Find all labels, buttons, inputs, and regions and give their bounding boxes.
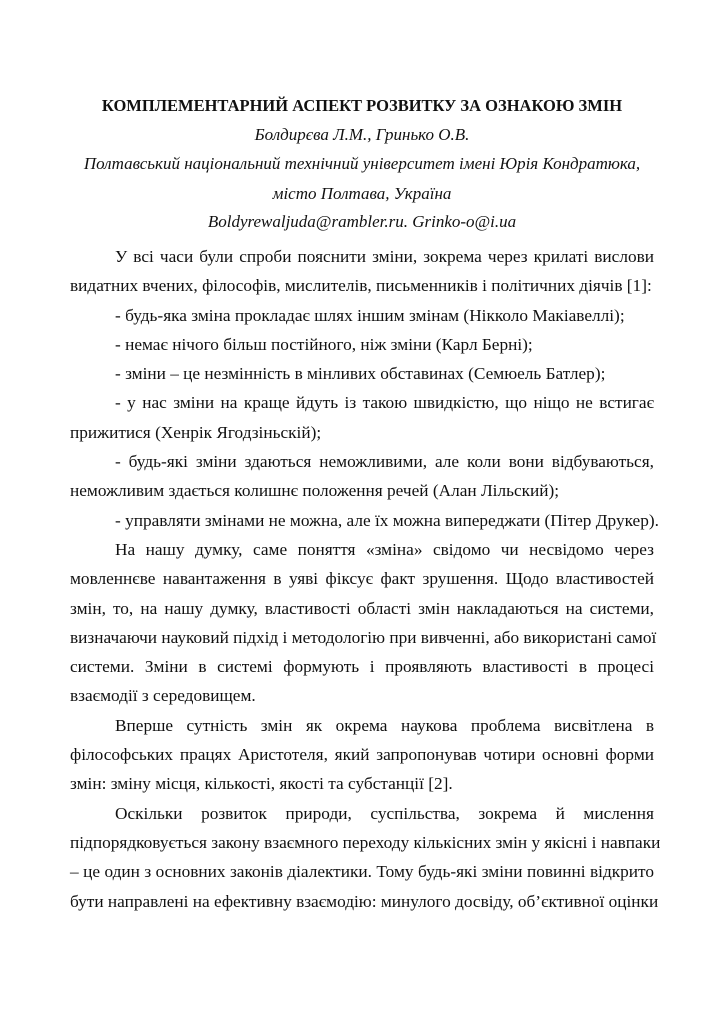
text-line: - зміни – це незмінність в мінливих обставинах (Семюель Батлер); (115, 364, 606, 384)
text-line: змін: зміну місця, кількості, якості та субстанції [2]. (70, 774, 453, 794)
text-line: У всі часи були спроби пояснити зміни, зокрема через крилаті вислови (115, 247, 654, 266)
text-line: бути направлені на ефективну взаємодію: минулого досвіду, об’єктивної оцінки (70, 891, 659, 911)
text-line: визначаючи науковий підхід і методологію при вивченні, або використані самої (70, 627, 657, 647)
paper-title: КОМПЛЕМЕНТАРНИЙ АСПЕКТ РОЗВИТКУ ЗА ОЗНАКОЮ ЗМІН (101, 96, 623, 115)
text-line: Оскільки розвиток природи, суспільства, зокрема й мислення (115, 803, 654, 823)
text-line: підпорядковується закону взаємного переходу кількісних змін у якісні і навпаки (70, 832, 661, 852)
paragraph (70, 247, 654, 306)
authors: Болдирєва Л.М., Гринько О.В. (254, 125, 470, 144)
text-line: – це один з основних законів діалектики. Тому будь-які зміни повинні відкрито (70, 862, 654, 882)
text-line: системи. Зміни в системі формують і проявляють властивості в процесі (70, 657, 654, 677)
paragraph (70, 539, 657, 716)
text-line: прижитися (Хенрік Ягодзіньскій); (70, 422, 322, 442)
text-line: - будь-яка зміна прокладає шлях іншим змінам (Нікколо Макіавеллі); (115, 305, 625, 325)
paragraph (70, 716, 654, 804)
paragraph (70, 452, 654, 511)
text-line: - немає нічого більш постійного, ніж зміни (Карл Берні); (115, 334, 533, 354)
institution: Полтавський національний технічний університет імені Юрія Кондратюка, (83, 154, 641, 173)
text-line: неможливим здається колишнє положення речей (Алан Лільский); (70, 481, 560, 501)
text-line: На нашу думку, саме поняття «зміна» свідомо чи несвідомо через (115, 539, 654, 559)
paragraph (70, 364, 654, 393)
text-line: змін, то, на нашу думку, властивості області змін накладаються на системи, (70, 598, 654, 618)
paragraph (70, 335, 654, 364)
emails: Boldyrewaljuda@rambler.ru. Grinko-o@i.ua (207, 212, 517, 231)
text-line: - будь-які зміни здаються неможливими, але коли вони відбуваються, (115, 452, 654, 472)
city: місто Полтава, Україна (272, 184, 452, 203)
text-line: філософських працях Аристотеля, який запропонував чотири основні форми (70, 745, 654, 765)
paragraph (70, 306, 654, 335)
text-line: видатних вчених, філософів, мислителів, письменників і політичних діячів [1]: (70, 276, 652, 296)
text-line: Вперше сутність змін як окрема наукова проблема висвітлена в (115, 715, 654, 735)
text-line: - у нас зміни на краще йдуть із такою швидкістю, що ніщо не встигає (115, 393, 654, 413)
paragraph (70, 393, 654, 452)
text-line: взаємодії з середовищем. (70, 686, 256, 706)
text-line: - управляти змінами не можна, але їх можна випереджати (Пітер Друкер). (115, 510, 659, 530)
paragraph (70, 803, 661, 921)
text-line: мовленнєве навантаження в уяві фіксує факт зрушення. Щодо властивостей (70, 569, 654, 589)
body-text (70, 247, 661, 921)
paragraph (70, 510, 659, 540)
